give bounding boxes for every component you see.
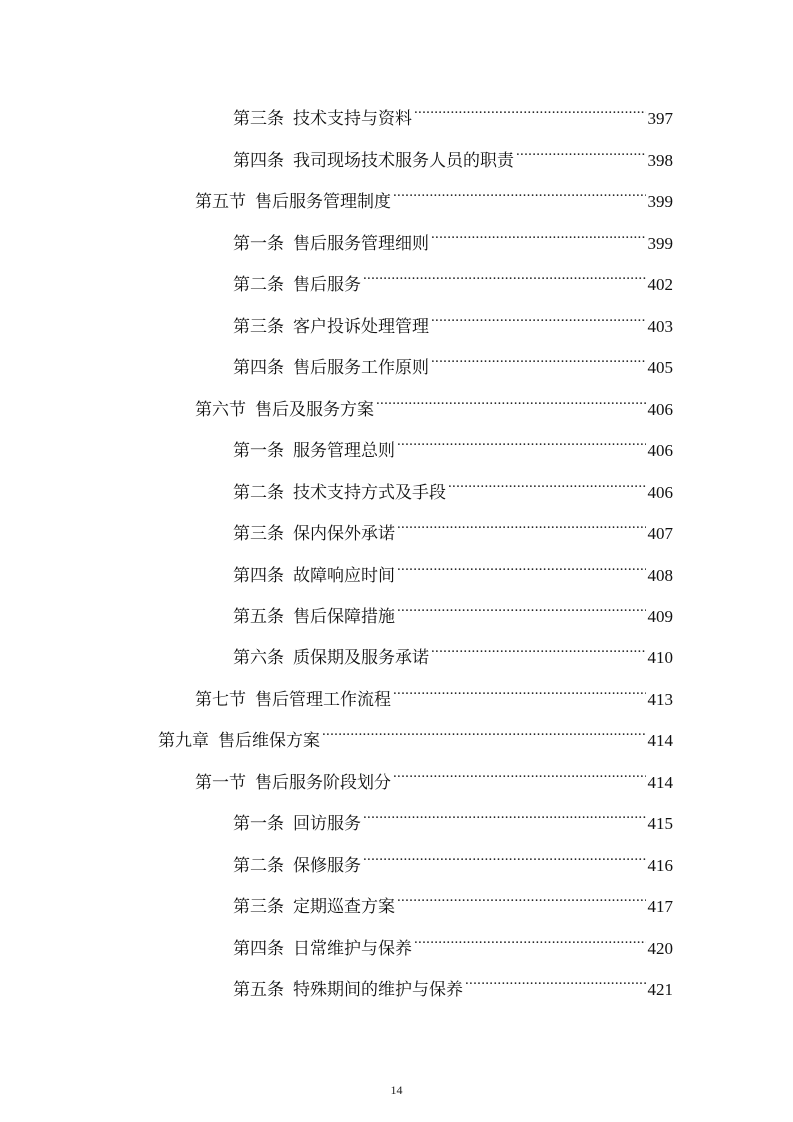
toc-entry-page: 414 xyxy=(647,773,673,792)
toc-entry-page: 399 xyxy=(647,192,673,211)
toc-entry[interactable] xyxy=(195,177,673,212)
dot-leader xyxy=(397,509,646,539)
toc-entry-title: 售后服务 xyxy=(293,275,361,295)
toc-entry-page: 406 xyxy=(647,483,673,502)
toc-entry[interactable] xyxy=(233,592,673,627)
toc-entry[interactable] xyxy=(233,509,673,544)
toc-entry-title: 服务管理总则 xyxy=(293,441,395,461)
toc-entry-number: 第三条 xyxy=(233,897,284,917)
toc-entry-page: 406 xyxy=(647,441,673,460)
dot-leader xyxy=(431,343,646,373)
dot-leader xyxy=(376,385,646,415)
toc-entry-number: 第四条 xyxy=(233,358,284,378)
toc-entry-number: 第九章 xyxy=(158,731,209,751)
dot-leader xyxy=(431,302,646,332)
toc-entry-title: 定期巡查方案 xyxy=(293,897,395,917)
toc-entry[interactable] xyxy=(233,426,673,461)
toc-entry-page: 398 xyxy=(647,151,673,170)
toc-entry-number: 第六节 xyxy=(195,400,246,420)
toc-entry-title: 售后服务管理细则 xyxy=(293,234,429,254)
toc-entry-page: 421 xyxy=(647,980,673,999)
toc-entry-number: 第二条 xyxy=(233,856,284,876)
toc-entry-title: 售后服务阶段划分 xyxy=(255,773,391,793)
toc-entry[interactable] xyxy=(233,219,673,254)
toc-entry-title: 保修服务 xyxy=(293,856,361,876)
toc-entry-title: 售后及服务方案 xyxy=(255,400,374,420)
dot-leader xyxy=(322,716,646,746)
toc-entry-number: 第三条 xyxy=(233,317,284,337)
dot-leader xyxy=(414,94,646,124)
toc-entry-number: 第一节 xyxy=(195,773,246,793)
toc-entry[interactable] xyxy=(233,551,673,586)
dot-leader xyxy=(393,758,646,788)
toc-entry[interactable] xyxy=(158,716,673,751)
toc-entry-page: 409 xyxy=(647,607,673,626)
dot-leader xyxy=(414,924,646,954)
toc-entry-title: 故障响应时间 xyxy=(293,566,395,586)
toc-entry-number: 第三条 xyxy=(233,524,284,544)
toc-entry-title: 日常维护与保养 xyxy=(293,939,412,959)
toc-entry[interactable] xyxy=(195,675,673,710)
toc-entry[interactable] xyxy=(195,385,673,420)
toc-entry-title: 特殊期间的维护与保养 xyxy=(293,980,463,1000)
toc-entry-page: 415 xyxy=(647,814,673,833)
toc-entry-number: 第四条 xyxy=(233,939,284,959)
toc-entry[interactable] xyxy=(233,136,673,171)
toc-entry[interactable] xyxy=(233,343,673,378)
toc-entry[interactable] xyxy=(233,633,673,668)
toc-entry[interactable] xyxy=(233,302,673,337)
dot-leader xyxy=(363,799,646,829)
dot-leader xyxy=(363,841,646,871)
dot-leader xyxy=(397,882,646,912)
toc-entry-number: 第五条 xyxy=(233,980,284,1000)
toc-entry-number: 第三条 xyxy=(233,109,284,129)
toc-entry[interactable] xyxy=(195,758,673,793)
toc-entry[interactable] xyxy=(233,965,673,1000)
dot-leader xyxy=(397,551,646,581)
toc-entry-page: 402 xyxy=(647,275,673,294)
toc-entry-title: 我司现场技术服务人员的职责 xyxy=(293,151,514,171)
toc-entry-number: 第七节 xyxy=(195,690,246,710)
toc-entry-title: 售后服务工作原则 xyxy=(293,358,429,378)
toc-entry-number: 第二条 xyxy=(233,483,284,503)
toc-entry-page: 399 xyxy=(647,234,673,253)
dot-leader xyxy=(431,219,646,249)
toc-entry-page: 417 xyxy=(647,897,673,916)
toc-entry-title: 回访服务 xyxy=(293,814,361,834)
dot-leader xyxy=(465,965,646,995)
toc-entry-number: 第五节 xyxy=(195,192,246,212)
toc-entry-title: 售后管理工作流程 xyxy=(255,690,391,710)
dot-leader xyxy=(363,260,646,290)
toc-entry[interactable] xyxy=(233,94,673,129)
toc-entry-title: 客户投诉处理管理 xyxy=(293,317,429,337)
toc-entry-title: 售后维保方案 xyxy=(218,731,320,751)
toc-entry-page: 410 xyxy=(647,648,673,667)
toc-entry-page: 397 xyxy=(647,109,673,128)
toc-entry-number: 第二条 xyxy=(233,275,284,295)
toc-entry-page: 407 xyxy=(647,524,673,543)
toc-entry-page: 408 xyxy=(647,566,673,585)
toc-entry-page: 403 xyxy=(647,317,673,336)
toc-entry-number: 第五条 xyxy=(233,607,284,627)
page-number: 14 xyxy=(390,1083,403,1097)
dot-leader xyxy=(397,426,646,456)
toc-entry-page: 420 xyxy=(647,939,673,958)
dot-leader xyxy=(516,136,646,166)
toc-entry-title: 技术支持方式及手段 xyxy=(293,483,446,503)
toc-entry[interactable] xyxy=(233,468,673,503)
dot-leader xyxy=(393,675,646,705)
toc-entry-title: 技术支持与资料 xyxy=(293,109,412,129)
toc-entry[interactable] xyxy=(233,799,673,834)
toc-entry-page: 413 xyxy=(647,690,673,709)
toc-entry-page: 406 xyxy=(647,400,673,419)
toc-entry[interactable] xyxy=(233,260,673,295)
toc-entry-title: 质保期及服务承诺 xyxy=(293,648,429,668)
dot-leader xyxy=(431,633,646,663)
toc-entry-number: 第一条 xyxy=(233,234,284,254)
toc-entry-page: 414 xyxy=(647,731,673,750)
dot-leader xyxy=(393,177,646,207)
dot-leader xyxy=(448,468,646,498)
toc-entry[interactable] xyxy=(233,924,673,959)
toc-entry-number: 第一条 xyxy=(233,441,284,461)
toc-entry-page: 405 xyxy=(647,358,673,377)
toc-entry-title: 保内保外承诺 xyxy=(293,524,395,544)
dot-leader xyxy=(397,592,646,622)
toc-entry-number: 第六条 xyxy=(233,648,284,668)
toc-entry-page: 416 xyxy=(647,856,673,875)
toc-entry[interactable] xyxy=(233,841,673,876)
toc-entry-title: 售后服务管理制度 xyxy=(255,192,391,212)
toc-entry-number: 第四条 xyxy=(233,151,284,171)
toc-entry[interactable] xyxy=(233,882,673,917)
toc-entry-number: 第一条 xyxy=(233,814,284,834)
toc-entry-title: 售后保障措施 xyxy=(293,607,395,627)
toc-entry-number: 第四条 xyxy=(233,566,284,586)
